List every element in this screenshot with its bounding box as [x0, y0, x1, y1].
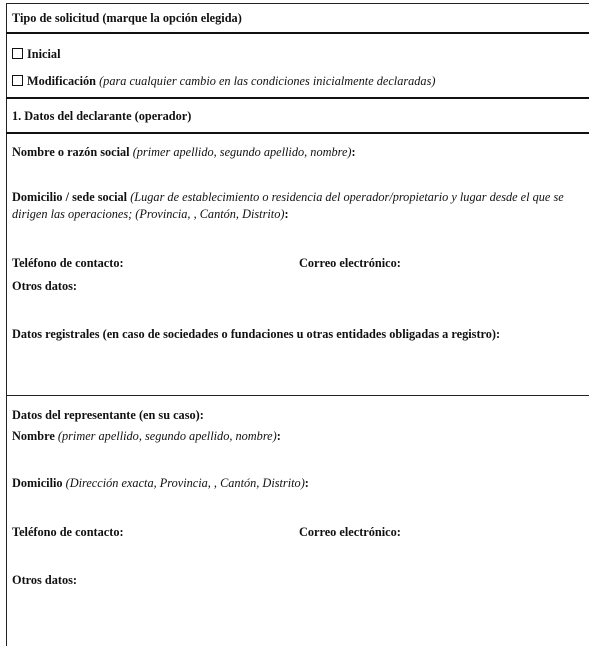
option-modification-note: (para cualquier cambio en las condiciones inicialmente declaradas) [99, 74, 436, 88]
option-modification[interactable] [12, 74, 435, 89]
request-type-title: Tipo de solicitud (marque la opción elegida) [12, 11, 242, 25]
declarant-phone-label: Teléfono de contacto: [12, 256, 124, 270]
representative-address-hint: (Dirección exacta, Provincia, , Cantón, Distrito) [65, 476, 305, 490]
representative-email-label: Correo electrónico: [299, 525, 401, 539]
declarant-address-label: Domicilio / sede social [12, 190, 128, 204]
divider [6, 395, 589, 396]
representative-name-label: Nombre [12, 429, 55, 443]
representative-address-field: Domicilio (Dirección exacta, Provincia, , Cantón, Distrito): [12, 476, 309, 490]
declarant-email-label: Correo electrónico: [299, 256, 401, 270]
divider [6, 132, 589, 134]
declarant-name-hint: (primer apellido, segundo apellido, nombre) [132, 145, 352, 159]
divider [6, 32, 589, 34]
declarant-title: 1. Datos del declarante (operador) [12, 109, 192, 123]
declarant-address-hint: (Lugar de establecimiento o residencia del operador/propietario y lugar desde el que se dirigen las operaciones; (Provincia, , Cantón, Distrito) [12, 190, 564, 221]
declarant-name-field: Nombre o razón social (primer apellido, segundo apellido, nombre): [12, 145, 356, 159]
declarant-other-label: Otros datos: [12, 279, 78, 293]
divider [6, 97, 589, 99]
representative-title: Datos del representante (en su caso): [12, 408, 204, 422]
checkbox-icon[interactable] [12, 75, 23, 86]
declarant-name-label: Nombre o razón social [12, 145, 130, 159]
representative-name-hint: (primer apellido, segundo apellido, nombre) [57, 429, 277, 443]
divider [6, 3, 589, 4]
option-initial-label: Inicial [27, 47, 61, 61]
representative-address-label: Domicilio [12, 476, 63, 490]
representative-phone-label: Teléfono de contacto: [12, 525, 124, 539]
option-modification-label: Modificación [27, 74, 96, 88]
representative-name-field: Nombre (primer apellido, segundo apellido, nombre): [12, 429, 281, 443]
declarant-registry-label: Datos registrales (en caso de sociedades o fundaciones u otras entidades obligadas a registro): [12, 327, 501, 341]
representative-other-label: Otros datos: [12, 573, 78, 587]
checkbox-icon[interactable] [12, 48, 23, 59]
form-frame [6, 3, 589, 646]
option-initial[interactable] [12, 47, 60, 62]
declarant-address-field: Domicilio / sede social (Lugar de establecimiento o residencia del operador/propietario y lugar desde el que se dirigen las operaciones; (Provincia, , Cantón, Distrito): [12, 190, 564, 221]
